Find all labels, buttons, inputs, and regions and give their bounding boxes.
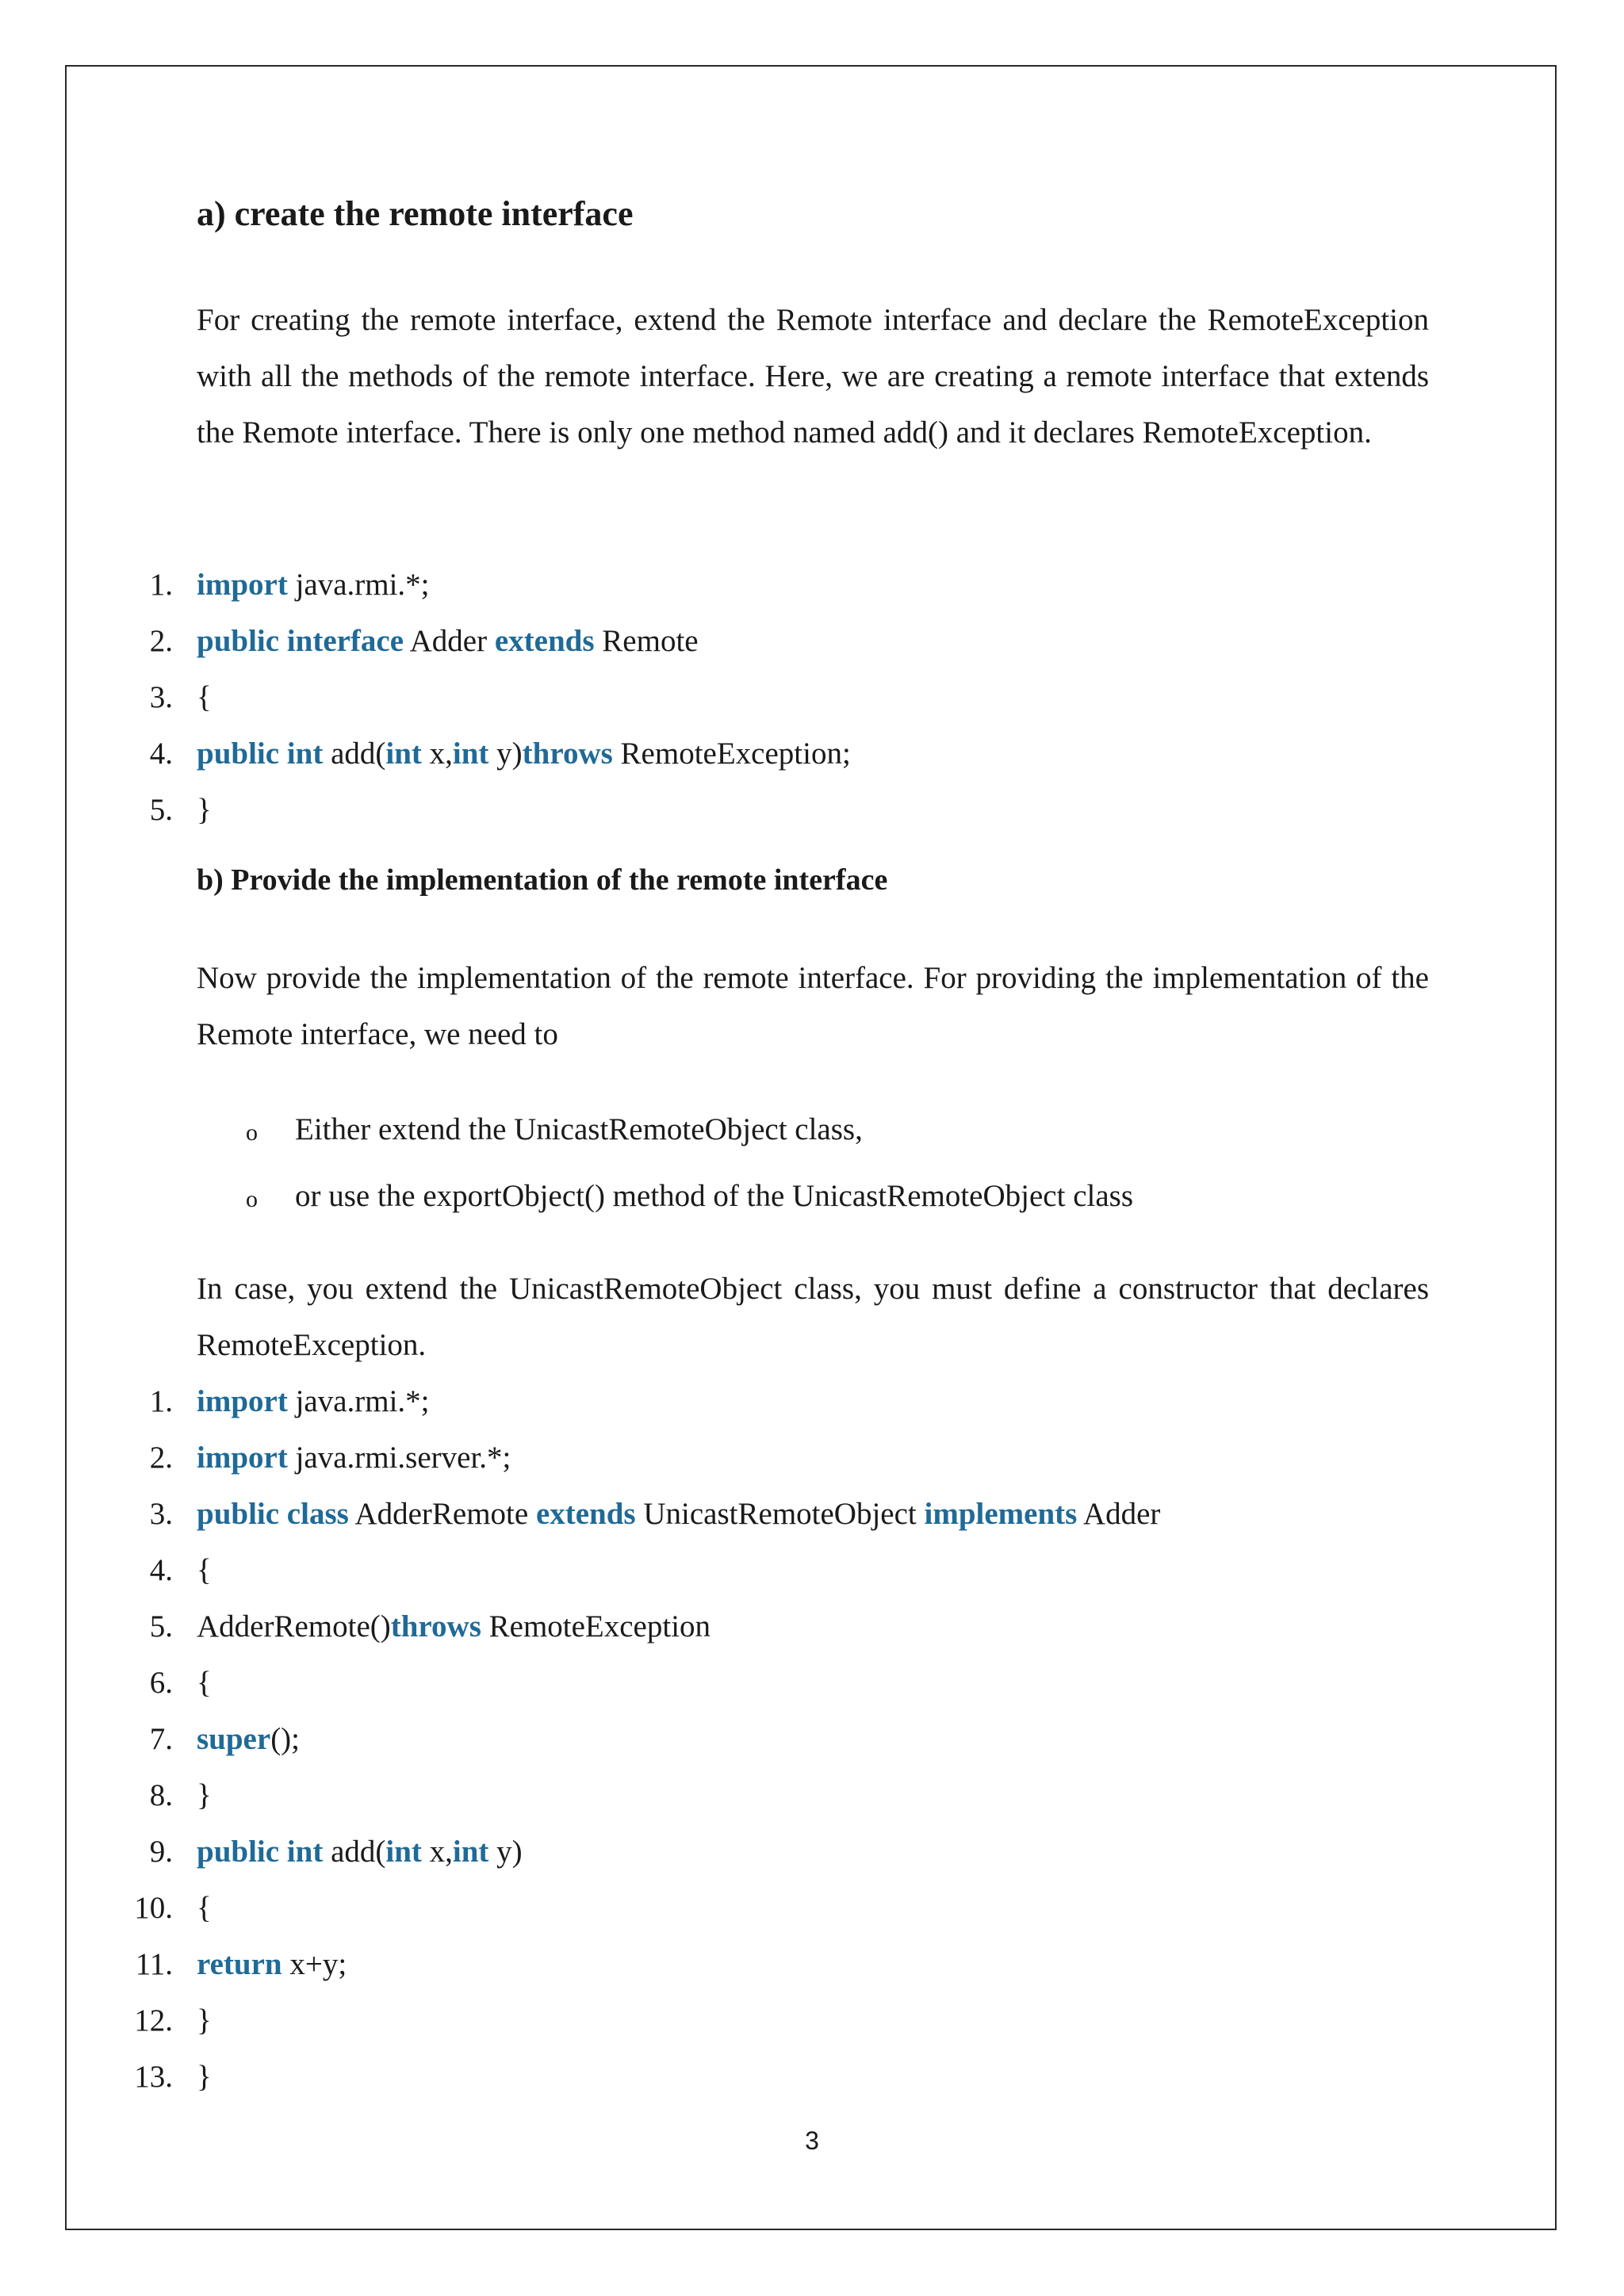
code-line-number: 3.: [149, 680, 173, 714]
code-line: [0, 1598, 1624, 1655]
code-keyword: public class: [197, 1497, 349, 1531]
code-line-number: 5.: [149, 793, 173, 827]
code-line-text: [197, 613, 699, 669]
code-line: [0, 557, 1624, 613]
code-line-text: [197, 2049, 212, 2105]
code-token: add(: [323, 1835, 386, 1869]
code-keyword: extends: [535, 1497, 636, 1531]
code-line-text: [197, 669, 212, 725]
code-line-text: [197, 1992, 212, 2049]
code-token: java.rmi.*;: [287, 568, 430, 602]
code-token: Remote: [594, 624, 699, 658]
code-token: y): [488, 1835, 523, 1869]
code-keyword: public int: [197, 737, 324, 771]
page-number: 3: [805, 2126, 819, 2155]
code-listing-remote-implementation: [0, 1373, 1624, 2105]
code-keyword: public interface: [197, 624, 404, 658]
code-line-text: [197, 1429, 511, 1486]
code-line-number: 4.: [149, 737, 173, 771]
code-keyword: import: [197, 1441, 288, 1475]
code-line: [0, 613, 1624, 669]
code-line: [0, 1711, 1624, 1767]
code-line-number: 9.: [149, 1835, 173, 1869]
code-line: [0, 1429, 1624, 1486]
code-token: java.rmi.*;: [287, 1384, 430, 1418]
code-line-number: 2.: [149, 1441, 173, 1475]
code-line: [0, 1373, 1624, 1429]
bullet-circle-icon: o: [246, 1119, 258, 1146]
code-keyword: public int: [197, 1835, 324, 1869]
code-keyword: import: [197, 568, 288, 602]
list-item: [0, 1102, 1624, 1169]
code-token: ();: [270, 1722, 300, 1756]
code-line-number: 7.: [149, 1722, 173, 1756]
code-line-text: [197, 1767, 212, 1823]
code-keyword: extends: [494, 624, 595, 658]
implementation-options-list: [0, 1102, 1624, 1235]
code-token: y): [488, 737, 523, 771]
code-keyword: throws: [390, 1609, 481, 1644]
code-line-number: 2.: [149, 624, 173, 658]
code-line: [0, 2049, 1624, 2105]
code-token: Adder: [404, 624, 495, 658]
code-line-number: 10.: [134, 1891, 173, 1925]
section-b-paragraph-constructor: In case, you extend the UnicastRemoteObject class, you must define a constructor that declares RemoteException.: [197, 1272, 1429, 1362]
section-a-paragraph: For creating the remote interface, extend the Remote interface and declare the RemoteException with all the methods of the remote interface. Here, we are creating a remote interface that extends the Remote interface. There is only one method named add() and it declares RemoteException.: [197, 303, 1429, 450]
code-keyword: int: [452, 1835, 489, 1869]
code-token: java.rmi.server.*;: [287, 1441, 511, 1475]
list-item: [0, 1169, 1624, 1235]
code-line-number: 5.: [149, 1609, 173, 1644]
bullet-circle-icon: o: [246, 1186, 258, 1212]
code-line: [0, 1767, 1624, 1823]
section-b-paragraph-intro: Now provide the implementation of the remote interface. For providing the implementation of the Remote interface, we need to: [197, 961, 1429, 1051]
code-line-text: [197, 557, 430, 613]
code-token: x+y;: [282, 1947, 347, 1981]
code-keyword: import: [197, 1384, 288, 1418]
code-line: [0, 1992, 1624, 2049]
code-token: UnicastRemoteObject: [635, 1497, 925, 1531]
code-token: AdderRemote(): [197, 1609, 391, 1644]
list-item-text: or use the exportObject() method of the UnicastRemoteObject class: [295, 1179, 1133, 1213]
code-line-number: 6.: [149, 1666, 173, 1700]
code-keyword: int: [385, 1835, 422, 1869]
code-line: [0, 1655, 1624, 1711]
code-listing-remote-interface: [0, 557, 1624, 838]
code-token: x,: [421, 1835, 453, 1869]
code-line-number: 3.: [149, 1497, 173, 1531]
code-token: Adder: [1077, 1497, 1161, 1531]
code-line: [0, 1486, 1624, 1542]
code-line-text: [197, 1598, 710, 1655]
code-token: }: [197, 1778, 212, 1812]
code-line-text: [197, 725, 851, 782]
code-line: [0, 1823, 1624, 1880]
code-keyword: int: [385, 737, 422, 771]
code-token: {: [197, 1666, 212, 1700]
code-line-text: [197, 1655, 212, 1711]
code-line-text: [197, 1823, 523, 1880]
code-line-text: [197, 782, 212, 838]
code-token: RemoteException: [481, 1609, 711, 1644]
code-line-text: [197, 1936, 347, 1992]
code-line-number: 13.: [134, 2060, 173, 2094]
section-a-heading: a) create the remote interface: [197, 194, 634, 233]
code-token: }: [197, 2060, 212, 2094]
code-keyword: super: [197, 1722, 271, 1756]
code-line: [0, 1936, 1624, 1992]
code-token: {: [197, 680, 212, 714]
section-b-heading: b) Provide the implementation of the remote interface: [197, 863, 888, 897]
code-token: {: [197, 1553, 212, 1587]
code-line: [0, 782, 1624, 838]
code-token: }: [197, 2003, 212, 2038]
code-token: AdderRemote: [348, 1497, 536, 1531]
code-token: RemoteException;: [612, 737, 851, 771]
code-token: x,: [421, 737, 453, 771]
code-keyword: throws: [522, 737, 613, 771]
code-line-number: 8.: [149, 1778, 173, 1812]
code-line-number: 12.: [134, 2003, 173, 2038]
code-token: }: [197, 793, 212, 827]
code-line: [0, 725, 1624, 782]
code-token: {: [197, 1891, 212, 1925]
code-line-number: 1.: [149, 568, 173, 602]
code-line: [0, 1880, 1624, 1936]
code-line-text: [197, 1880, 212, 1936]
code-line: [0, 669, 1624, 725]
code-line-text: [197, 1711, 300, 1767]
code-line: [0, 1542, 1624, 1598]
code-line-number: 4.: [149, 1553, 173, 1587]
code-line-text: [197, 1373, 430, 1429]
list-item-text: Either extend the UnicastRemoteObject class,: [295, 1112, 863, 1146]
code-token: add(: [323, 737, 386, 771]
code-keyword: int: [452, 737, 489, 771]
code-line-number: 11.: [135, 1947, 173, 1981]
code-keyword: implements: [924, 1497, 1078, 1531]
code-line-number: 1.: [149, 1384, 173, 1418]
code-line-text: [197, 1542, 212, 1598]
code-keyword: return: [197, 1947, 282, 1981]
code-line-text: [197, 1486, 1160, 1542]
